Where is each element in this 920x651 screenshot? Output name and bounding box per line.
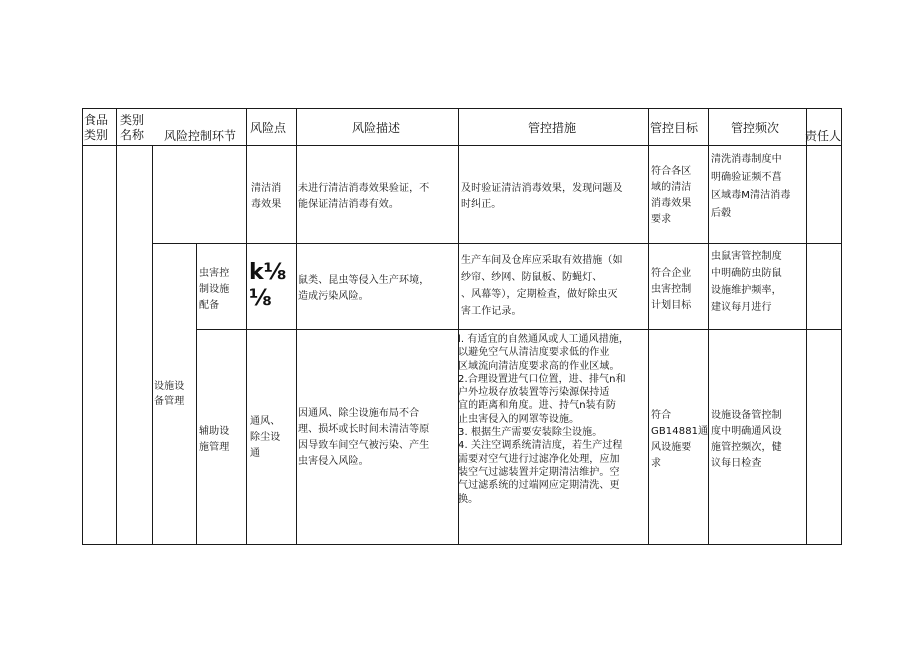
row3-sub-link: 辅助设 施管理 [199,426,230,453]
col-rule-10 [841,108,842,545]
header-rule [82,145,841,146]
row1-risk-point: 清洁消 毒效果 [251,183,282,210]
header-food-category: 食品 类别 [84,113,109,142]
row1-risk-desc: 未进行清洁消毒效果验证，不 能保证清洁消毒有效。 [298,183,430,210]
row2-risk-point: k⅛ ⅛ [249,260,287,311]
row2-measures: 生产车间及仓库应采取有效措施（如 纱帘、纱网、防鼠板、防蝇灯、 、风幕等），定期检查，做好除虫灭 害工作记录。 [461,255,623,317]
row3-frequency: 设施设备管控制 度中明确通风设 施管控频次，健 议每日检查 [711,410,782,469]
row-rule-1 [152,243,841,244]
col-rule-2 [152,145,153,545]
col-rule-8 [708,108,709,545]
col-rule-0 [82,108,83,545]
header-control-link: 风险控制环节 [164,129,237,143]
row2-risk-desc: 鼠类、昆虫等侵入生产环境， 造成污染风险。 [298,275,430,302]
header-risk-desc: 风险描述 [352,121,401,135]
row1-frequency: 清洗消毒制度中 明确验证频不菖 区域毒M清洁消毒 后毂 [711,154,791,219]
row1-measures: 及时验证清洁消毒效果，发现问题及 时纠正。 [461,183,623,210]
row2-frequency: 虫鼠害管控制度 中明确防虫防鼠 设施维护频率， 建议每月进行 [711,251,782,313]
col-rule-3 [196,243,197,545]
row-rule-2 [196,329,841,330]
table-border-top [82,108,841,109]
row3-measures: l. 有适宜的自然通风或人工通风措施， 以避免空气从清洁度要求低的作业 区域流向清洁度要求高的作业区域。 2.合理设置进气口位置，进、排气n和 户外垃圾存放装置等污染源保持适 宜的距离和角度。进、持气n装有防 止虫害侵入的网罩等设施。 3. 根据生产需要安装除尘设施。 4. 关注空调系统清洁度，若生产过程 需要对空气进行过滤净化处理，应加 装空气过滤装置并定期清洁维护。空 气过滤系统的过端网应定期清洗、更 换。 [458,334,630,505]
col-rule-5 [296,108,297,545]
row1-target: 符合各区 域的清洁 消毒效果 要求 [651,166,692,225]
row3-risk-desc: 因通风、除尘设施布局不合 理、损坏或长时间未清洁等原 因导致车间空气被污染、产生 虫害侵入风险。 [298,408,430,467]
col-rule-7 [648,108,649,545]
header-control-target: 管控目标 [650,121,699,135]
header-category-name: 类别 名称 [120,113,145,142]
col-rule-1 [116,108,117,545]
row2-target: 符合企业 虫害控制 计划目标 [651,268,692,311]
col-rule-4 [246,108,247,545]
header-control-measures: 管控措施 [528,121,577,135]
group-label-facility-management: 设施设 备管理 [154,381,185,407]
row3-target: 符合 GB14881通 风设施要 求 [651,410,709,469]
row2-sub-link: 虫害控 制设施 配备 [199,268,230,311]
header-responsible: 责任人 [805,129,842,143]
header-risk-point: 风险点 [250,121,287,135]
row3-risk-point: 通风、 除尘设 通 [250,416,281,459]
header-control-frequency: 管控频次 [731,121,780,135]
